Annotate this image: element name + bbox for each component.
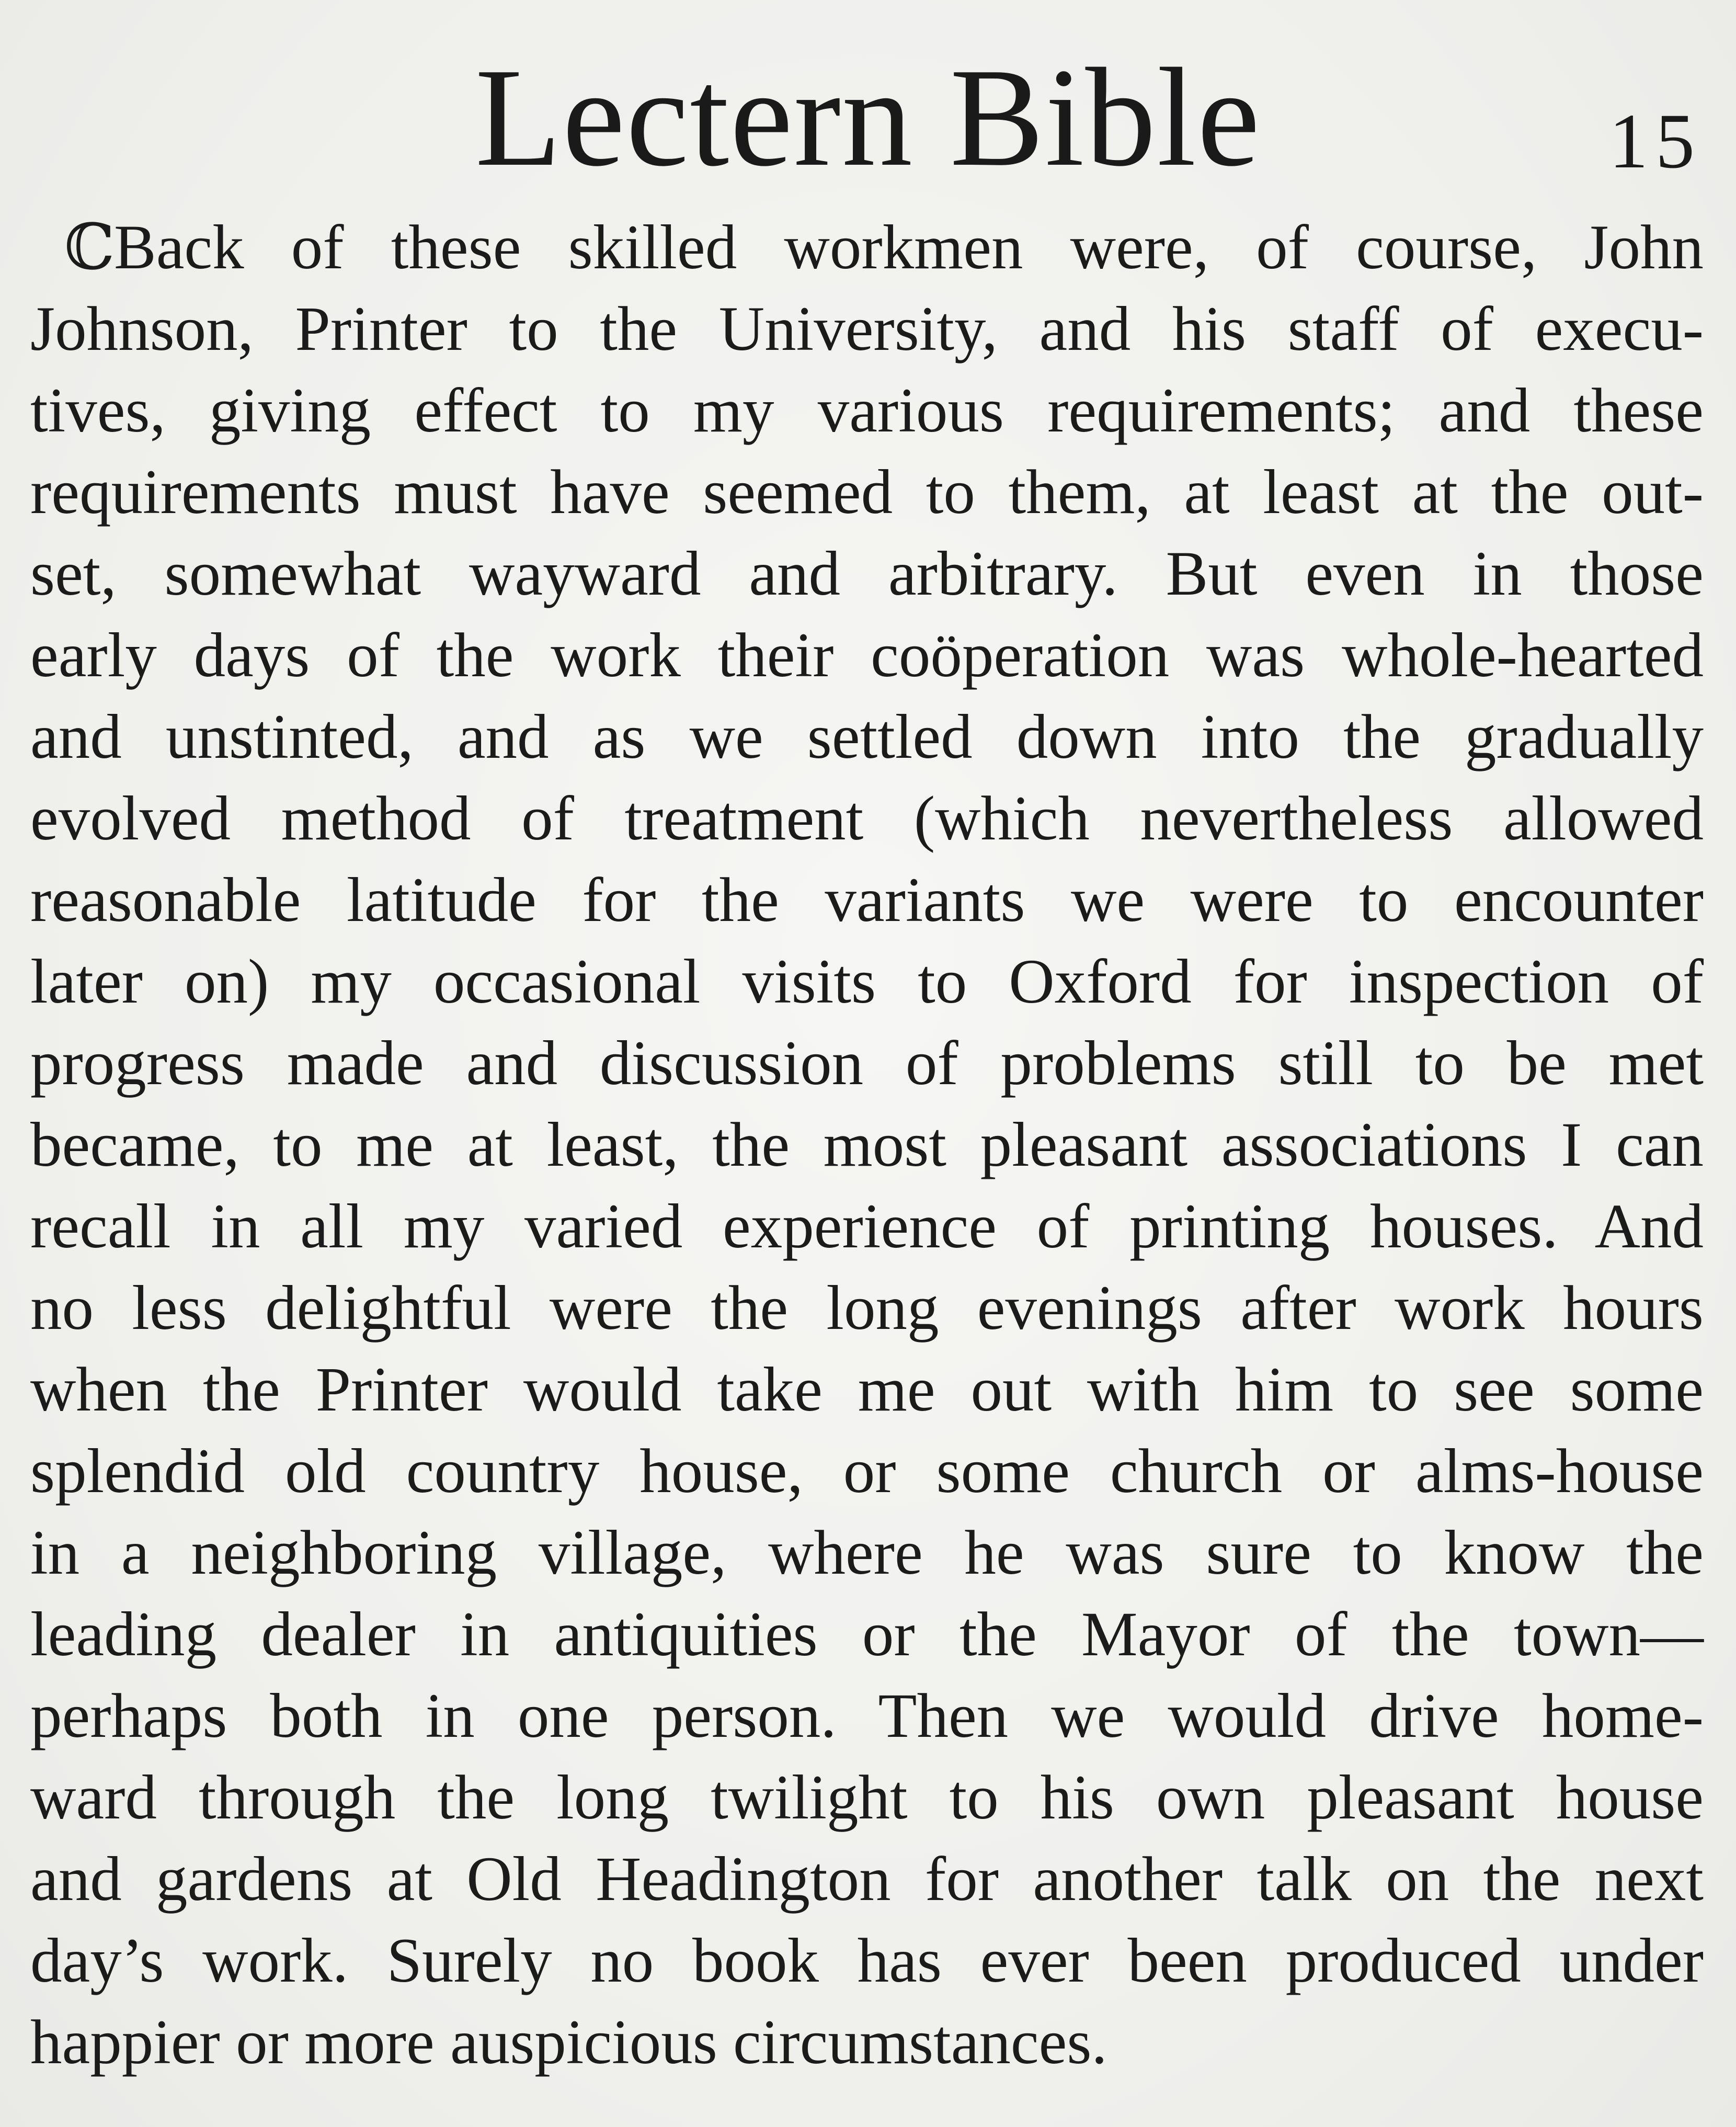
- body-paragraph: [30, 207, 1704, 2083]
- text-line: set, somewhat wayward and arbitrary. But even in those: [30, 539, 1704, 609]
- text-line: no less delightful were the long evenings after work hours: [30, 1273, 1704, 1343]
- text-line: in a neighboring village, where he was sure to know the: [30, 1518, 1704, 1588]
- page-number: 15: [1609, 98, 1702, 185]
- text-line: recall in all my varied experience of printing houses. And: [30, 1191, 1704, 1261]
- page-title: Lectern Bible: [475, 39, 1261, 196]
- paragraph-mark-icon: ℂ: [64, 210, 115, 284]
- text-line: and unstinted, and as we settled down into the gradually: [30, 702, 1704, 772]
- text-line: happier or more auspicious circumstances.: [30, 2007, 1107, 2077]
- text-line: requirements must have seemed to them, at least at the out-: [30, 457, 1704, 527]
- text-line: Johnson, Printer to the University, and his staff of execu-: [30, 294, 1704, 364]
- text-line: perhaps both in one person. Then we would drive home-: [30, 1681, 1704, 1751]
- text-line: and gardens at Old Headington for another talk on the next: [30, 1844, 1704, 1914]
- text-line: when the Printer would take me out with him to see some: [30, 1355, 1704, 1425]
- text-line: Back of these skilled workmen were, of course, John: [114, 212, 1704, 282]
- first-line-wrapper: [30, 207, 1704, 288]
- text-line: reasonable latitude for the variants we were to encounter: [30, 865, 1704, 935]
- text-line: splendid old country house, or some church or alms-house: [30, 1436, 1704, 1506]
- text-line: day’s work. Surely no book has ever been produced under: [30, 1926, 1704, 1996]
- text-line: ward through the long twilight to his own pleasant house: [30, 1762, 1704, 1833]
- running-head: [0, 21, 1736, 196]
- text-line: later on) my occasional visits to Oxford for inspection of: [30, 947, 1704, 1017]
- text-line: evolved method of treatment (which nevertheless allowed: [30, 783, 1704, 854]
- text-line: leading dealer in antiquities or the Mayor of the town—: [30, 1599, 1704, 1669]
- text-line: became, to me at least, the most pleasant associations I can: [30, 1110, 1704, 1180]
- text-line: progress made and discussion of problems still to be met: [30, 1028, 1704, 1098]
- text-line: tives, giving effect to my various requirements; and these: [30, 376, 1704, 446]
- text-line: early days of the work their coöperation was whole-hearted: [30, 620, 1704, 690]
